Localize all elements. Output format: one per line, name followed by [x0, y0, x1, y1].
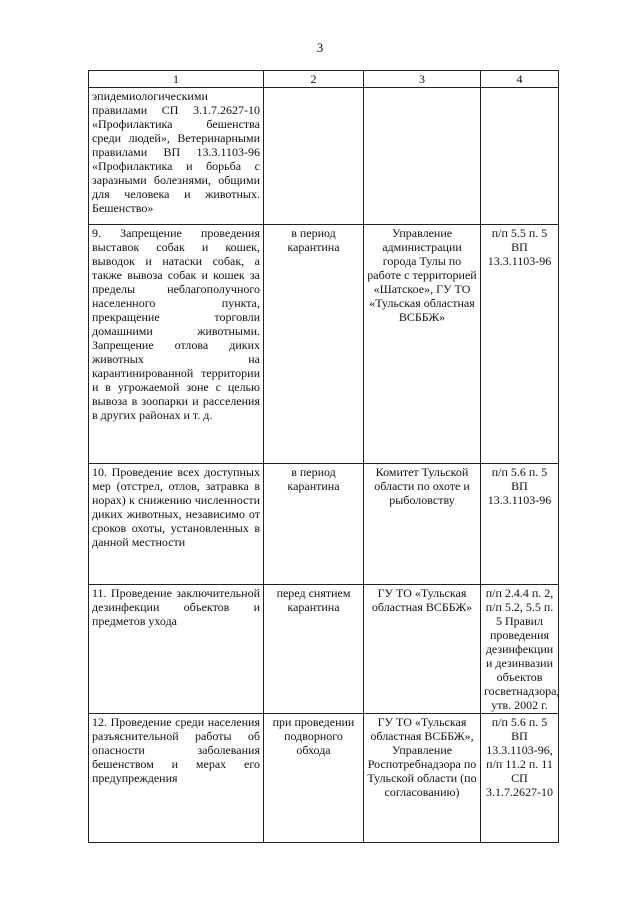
table-row [89, 464, 559, 585]
table-row [89, 225, 559, 464]
measure-cell: эпидемиологическими правилами СП 3.1.7.2627-10 «Профилактика бешенства среди людей», Ветеринарными правилами ВП 13.3.1103-96 «Профилактика и борьба с заразными болезнями, общими для человека и животных. Бешенство» [89, 88, 264, 225]
table-row [89, 88, 559, 225]
table-header-row [89, 71, 559, 88]
responsible-cell: ГУ ТО «Тульская областная ВСББЖ» [364, 585, 481, 714]
basis-cell: п/п 2.4.4 п. 2, п/п 5.2, 5.5 п. 5 Правил проведения дезинфекции и дезинвазии объектов госветнадзора, утв. 2002 г. [481, 585, 559, 714]
measure-cell: 9. Запрещение проведения выставок собак и кошек, выводок и натаски собак, а также вывоза собак и кошек за пределы неблагополучного населенного пункта, прекращение торговли домашними животными. Запрещение отлова диких животных на карантинированной территории и в угрожаемой зоне с целью вывоза в зоопарки и расселения в других районах и т. д. [89, 225, 264, 464]
measures-table [88, 70, 559, 843]
table-row [89, 585, 559, 714]
responsible-cell: Управление администрации города Тулы по работе с территорией «Шатское», ГУ ТО «Тульская областная ВСББЖ» [364, 225, 481, 464]
column-header: 3 [364, 71, 481, 88]
responsible-cell: ГУ ТО «Тульская областная ВСББЖ», Управление Роспотребнадзора по Тульской области (по согласованию) [364, 714, 481, 843]
measure-cell: 11. Проведение заключительной дезинфекции объектов и предметов ухода [89, 585, 264, 714]
column-header: 2 [264, 71, 364, 88]
timing-cell: в период карантина [264, 225, 364, 464]
basis-cell: п/п 5.6 п. 5 ВП 13.3.1103-96, п/п 11.2 п. 11 СП 3.1.7.2627-10 [481, 714, 559, 843]
timing-cell: перед снятием карантина [264, 585, 364, 714]
basis-cell: п/п 5.5 п. 5 ВП 13.3.1103-96 [481, 225, 559, 464]
measure-cell: 10. Проведение всех доступных мер (отстрел, отлов, затравка в норах) к снижению численности диких животных, независимо от сроков охоты, установленных в данной местности [89, 464, 264, 585]
basis-cell: п/п 5.6 п. 5 ВП 13.3.1103-96 [481, 464, 559, 585]
column-header: 4 [481, 71, 559, 88]
timing-cell: при проведении подворного обхода [264, 714, 364, 843]
measure-cell: 12. Проведение среди населения разъяснительной работы об опасности заболевания бешенством и мерах его предупреждения [89, 714, 264, 843]
timing-cell: в период карантина [264, 464, 364, 585]
page-number: 3 [316, 40, 324, 55]
responsible-cell [364, 88, 481, 225]
responsible-cell: Комитет Тульской области по охоте и рыболовству [364, 464, 481, 585]
column-header: 1 [89, 71, 264, 88]
table-row [89, 714, 559, 843]
basis-cell [481, 88, 559, 225]
timing-cell [264, 88, 364, 225]
